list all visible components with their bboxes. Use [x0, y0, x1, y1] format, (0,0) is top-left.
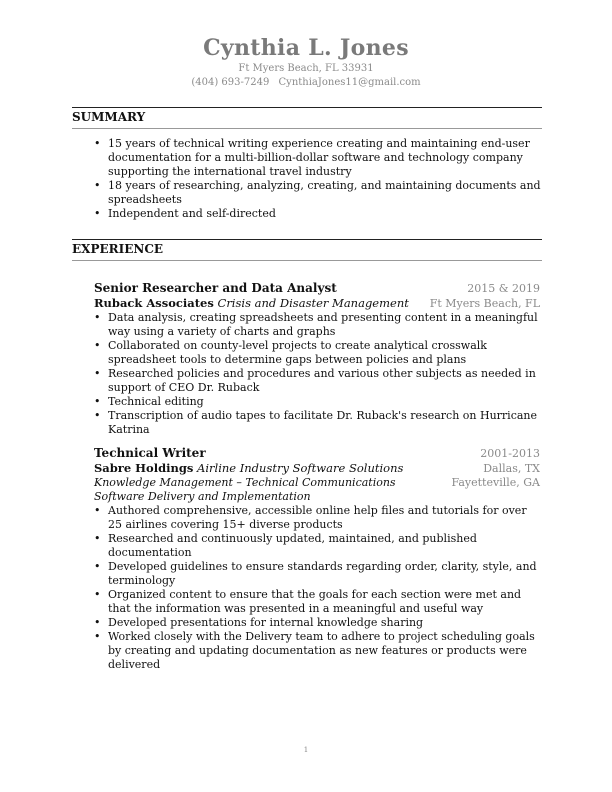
- list-item: • Developed presentations for internal knowledge sharing: [94, 616, 538, 630]
- list-item: • Transcription of audio tapes to facilitate Dr. Ruback's research on Hurricane Katrina: [94, 409, 538, 437]
- job-bullets: [94, 311, 540, 437]
- company-name: Ruback Associates: [94, 296, 214, 310]
- company-info: [94, 296, 409, 310]
- company-row: [94, 461, 540, 476]
- company-name: Sabre Holdings: [94, 461, 194, 475]
- list-item: • 15 years of technical writing experience creating and maintaining end-user documentation for a multi-billion-dollar software and technology company supporting the international travel industry: [94, 137, 544, 179]
- job-dates: 2015 & 2019: [467, 282, 540, 295]
- experience-heading: EXPERIENCE: [72, 239, 542, 261]
- job-role: Technical Writer: [94, 446, 206, 460]
- list-item: • Researched policies and procedures and various other subjects as needed in support of CEO Dr. Ruback: [94, 367, 538, 395]
- summary-list: [94, 137, 544, 221]
- company-tag: Crisis and Disaster Management: [217, 296, 409, 310]
- resume-header: [0, 34, 612, 90]
- job-location: Ft Myers Beach, FL: [429, 297, 540, 310]
- job-role: Senior Researcher and Data Analyst: [94, 281, 337, 295]
- job-entry: [94, 446, 540, 672]
- contact-line: [0, 76, 612, 90]
- candidate-name: Cynthia L. Jones: [203, 35, 409, 61]
- phone: (404) 693-7249: [191, 77, 270, 88]
- department-row: [94, 476, 540, 490]
- list-item: • Authored comprehensive, accessible online help files and tutorials for over 25 airlines covering 15+ diverse products: [94, 504, 538, 532]
- job-dates: 2001-2013: [480, 447, 540, 460]
- department: Knowledge Management – Technical Communications: [94, 476, 396, 489]
- email: CynthiaJones11@gmail.com: [278, 77, 421, 88]
- job-location: Dallas, TX: [483, 462, 540, 475]
- list-item: • Independent and self-directed: [94, 207, 544, 221]
- company-tag: Airline Industry Software Solutions: [197, 461, 404, 475]
- list-item: • Worked closely with the Delivery team to adhere to project scheduling goals by creating and updating documentation as new features or products were delivered: [94, 630, 538, 672]
- list-item: • Organized content to ensure that the goals for each section were met and that the information was presented in a meaningful and useful way: [94, 588, 538, 616]
- company-row: [94, 296, 540, 311]
- job-title-row: [94, 446, 540, 461]
- list-item: • 18 years of researching, analyzing, creating, and maintaining documents and spreadsheets: [94, 179, 544, 207]
- job-entry: [94, 281, 540, 437]
- department-secondary: Software Delivery and Implementation: [94, 490, 311, 503]
- company-info: [94, 461, 403, 475]
- list-item: • Developed guidelines to ensure standards regarding order, clarity, style, and terminology: [94, 560, 538, 588]
- list-item: • Data analysis, creating spreadsheets and presenting content in a meaningful way using a variety of charts and graphs: [94, 311, 538, 339]
- list-item: • Researched and continuously updated, maintained, and published documentation: [94, 532, 538, 560]
- job-title-row: [94, 281, 540, 296]
- page-number: 1: [303, 746, 309, 754]
- list-item: • Collaborated on county-level projects to create analytical crosswalk spreadsheet tools to determine gaps between policies and plans: [94, 339, 538, 367]
- job-bullets: [94, 504, 540, 672]
- address: Ft Myers Beach, FL 33931: [238, 63, 374, 74]
- job-location-secondary: Fayetteville, GA: [451, 476, 540, 489]
- list-item: • Technical editing: [94, 395, 538, 409]
- summary-heading: SUMMARY: [72, 107, 542, 129]
